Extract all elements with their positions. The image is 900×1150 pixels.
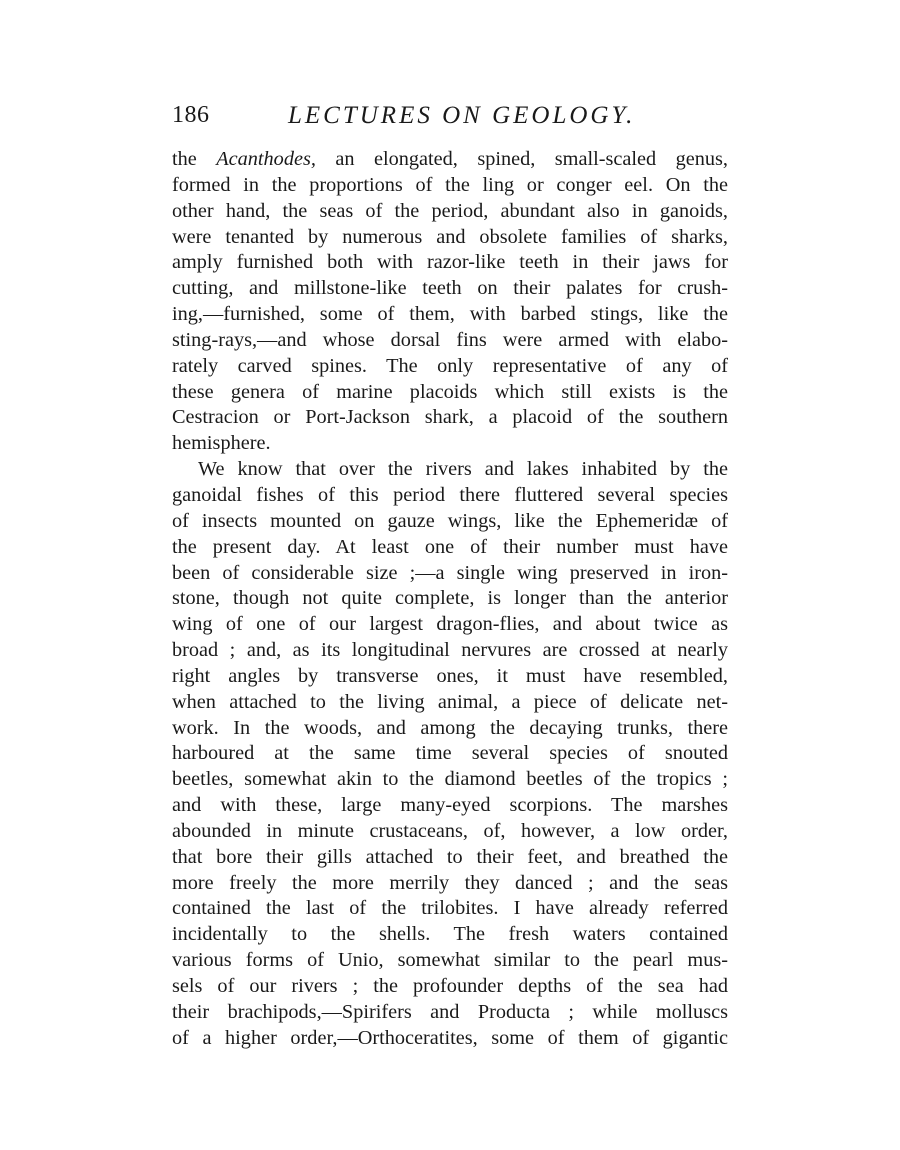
text-line: and with these, large many-eyed scorpions. The marshes [172,794,728,817]
text-line: were tenanted by numerous and obsolete families of sharks, [172,225,728,248]
page-number: 186 [172,102,210,128]
text-line: cutting, and millstone-like teeth on their palates for crush- [172,277,728,300]
text-line: wing of one of our largest dragon-flies, and about twice as [172,613,728,636]
text-line: beetles, somewhat akin to the diamond beetles of the tropics ; [172,768,728,791]
text-line: of insects mounted on gauze wings, like the Ephemeridæ of [172,509,728,532]
text-line: harboured at the same time several species of snouted [172,742,728,765]
text-line: We know that over the rivers and lakes inhabited by the [198,458,728,481]
text-line: when attached to the living animal, a piece of delicate net- [172,690,728,713]
text-line: sting-rays,—and whose dorsal fins were armed with elabo- [172,328,728,351]
text-line: formed in the proportions of the ling or conger eel. On the [172,173,728,196]
text-line: abounded in minute crustaceans, of, however, a low order, [172,819,728,842]
paragraph [172,147,728,457]
text-line: various forms of Unio, somewhat similar to the pearl mus- [172,949,728,972]
text-line: amply furnished both with razor-like teeth in their jaws for [172,251,728,274]
text-line: the Acanthodes, an elongated, spined, small-scaled genus, [172,148,728,170]
text-line: that bore their gills attached to their feet, and breathed the [172,845,728,868]
text-line: Cestracion or Port-Jackson shark, a placoid of the southern [172,406,728,429]
text-line: their brachipods,—Spirifers and Producta ; while molluscs [172,1000,728,1023]
text-line: these genera of marine placoids which still exists is the [172,380,728,403]
page-header [172,96,732,136]
text-line: contained the last of the trilobites. I have already referred [172,897,728,920]
text-line: right angles by transverse ones, it must have resembled, [172,664,728,687]
body-text [172,147,728,1052]
text-line: hemisphere. [172,432,271,455]
text-line: rately carved spines. The only representative of any of [172,354,728,377]
text-line: of a higher order,—Orthoceratites, some of them of gigantic [172,1026,728,1049]
text-line: work. In the woods, and among the decaying trunks, there [172,716,728,739]
text-line: more freely the more merrily they danced ; and the seas [172,871,728,894]
text-line: stone, though not quite complete, is longer than the anterior [172,587,728,610]
text-line: ing,—furnished, some of them, with barbed stings, like the [172,303,728,326]
running-head: LECTURES ON GEOLOGY. [288,102,636,129]
text-line: broad ; and, as its longitudinal nervures are crossed at nearly [172,639,728,662]
text-line: incidentally to the shells. The fresh waters contained [172,923,728,946]
text-line: sels of our rivers ; the profounder depths of the sea had [172,975,728,997]
text-line: other hand, the seas of the period, abundant also in ganoids, [172,199,728,222]
text-line: ganoidal fishes of this period there fluttered several species [172,483,728,506]
text-line: been of considerable size ;—a single wing preserved in iron- [172,561,728,584]
text-line: the present day. At least one of their number must have [172,535,728,558]
paragraph [172,457,728,1051]
genus-name: Acanthodes, [216,148,316,170]
